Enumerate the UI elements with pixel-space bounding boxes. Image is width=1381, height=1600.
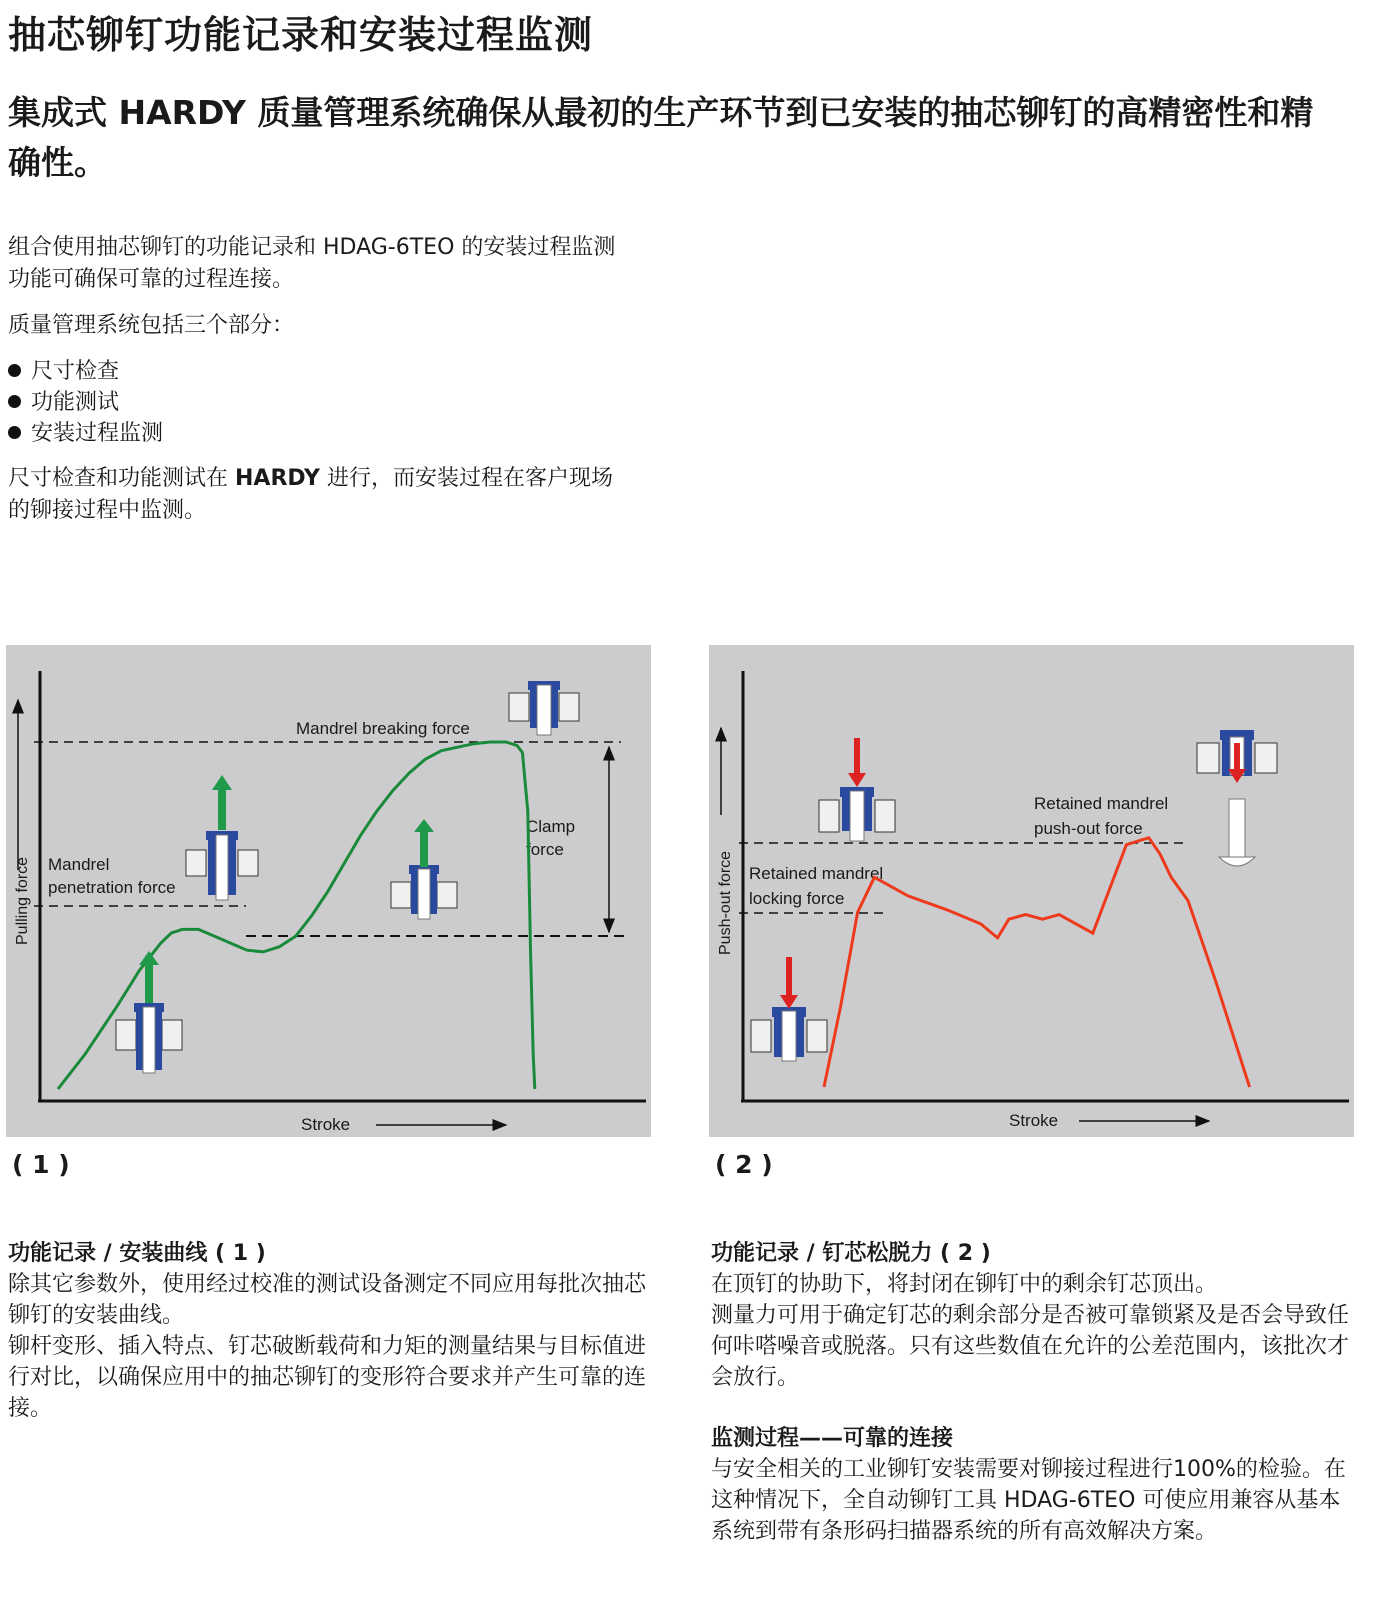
intro-p3-pre: 尺寸检查和功能测试在 (8, 466, 235, 491)
section-heading: 监测过程——可靠的连接 (711, 1426, 954, 1451)
installation-curve-section (8, 1238, 658, 1424)
intro-block (8, 232, 628, 541)
list-item-label: 安装过程监测 (31, 421, 164, 446)
x-axis-label: Stroke (1009, 1111, 1059, 1130)
component-list (8, 356, 628, 449)
chart2-caption: ( 2 ) (715, 1150, 773, 1179)
mandrel-penetration-label-2: penetration force (48, 878, 176, 897)
rivet-icon-push-bottom (751, 957, 827, 1061)
clamp-force-label-2: force (526, 840, 564, 859)
intro-paragraph-2: 质量管理系统包括三个部分： (8, 313, 295, 338)
intro-paragraph-1: 组合使用抽芯铆钉的功能记录和 HDAG-6TEO 的安装过程监测功能可确保可靠的过程连接。 (8, 235, 616, 292)
rivet-icon-pushed-out (1197, 730, 1277, 866)
installation-curve-chart (6, 645, 651, 1137)
section-heading: 功能记录 / 钉芯松脱力 ( 2 ) (711, 1241, 991, 1266)
installation-curve-svg (6, 645, 651, 1137)
rivet-icon-start (116, 951, 182, 1073)
brand-name: HARDY (235, 466, 320, 491)
rivet-icon-clamp (391, 819, 457, 919)
y-axis-label: Push-out force (717, 850, 734, 955)
list-item-label: 尺寸检查 (31, 359, 120, 384)
pushout-force-chart (709, 645, 1354, 1137)
section-paragraph: 在顶钉的协助下，将封闭在铆钉中的剩余钉芯顶出。 (711, 1272, 1218, 1297)
rivet-icon-push-top (819, 738, 895, 841)
bullet-icon (8, 395, 21, 408)
pushout-force-label-1: Retained mandrel (1034, 794, 1169, 813)
list-item (8, 387, 628, 418)
locking-force-label-1: Retained mandrel (749, 864, 884, 883)
list-item (8, 356, 628, 387)
intro-p3-post: 进行，而安装过程在客户现场的铆接过程中监测。 (8, 466, 613, 523)
clamp-force-label-1: Clamp (526, 817, 576, 836)
mandrel-penetration-label-1: Mandrel (48, 855, 110, 874)
section-paragraph: 铆杆变形、插入特点、钉芯破断载荷和力矩的测量结果与目标值进行对比，以确保应用中的抽芯铆钉的变形符合要求并产生可靠的连接。 (8, 1334, 647, 1421)
bullet-icon (8, 364, 21, 377)
monitoring-section (711, 1423, 1361, 1547)
section-paragraph: 测量力可用于确定钉芯的剩余部分是否被可靠锁紧及是否会导致任何咔嗒噪音或脱落。只有这些数值在允许的公差范围内，该批次才会放行。 (711, 1303, 1350, 1390)
pushout-force-svg (709, 645, 1354, 1137)
list-item (8, 418, 628, 449)
section-paragraph: 除其它参数外，使用经过校准的测试设备测定不同应用每批次抽芯铆钉的安装曲线。 (8, 1272, 647, 1328)
section-heading: 功能记录 / 安装曲线 ( 1 ) (8, 1241, 266, 1266)
locking-force-label-2: locking force (749, 889, 845, 908)
rivet-icon-broken (509, 681, 579, 735)
section-paragraph: 与安全相关的工业铆钉安装需要对铆接过程进行100%的检验。在这种情况下，全自动铆钉工具 HDAG-6TEO 可使应用兼容从基本系统到带有条形码扫描器系统的所有高效解决方案。 (711, 1457, 1346, 1544)
page-subtitle: 集成式 HARDY 质量管理系统确保从最初的生产环节到已安装的抽芯铆钉的高精密性和精确性。 (8, 93, 1314, 182)
y-axis-label: Pulling force (14, 856, 31, 945)
list-item-label: 功能测试 (31, 390, 120, 415)
pushout-force-curve (824, 838, 1250, 1087)
chart1-caption: ( 1 ) (12, 1150, 70, 1179)
pushout-force-section (711, 1238, 1361, 1393)
rivet-icon-penetration (186, 775, 258, 900)
pushout-force-label-2: push-out force (1034, 819, 1143, 838)
intro-paragraph-3 (8, 463, 628, 527)
page-title: 抽芯铆钉功能记录和安装过程监测 (8, 13, 594, 57)
bullet-icon (8, 426, 21, 439)
mandrel-breaking-force-label: Mandrel breaking force (296, 719, 470, 738)
x-axis-label: Stroke (301, 1115, 351, 1134)
